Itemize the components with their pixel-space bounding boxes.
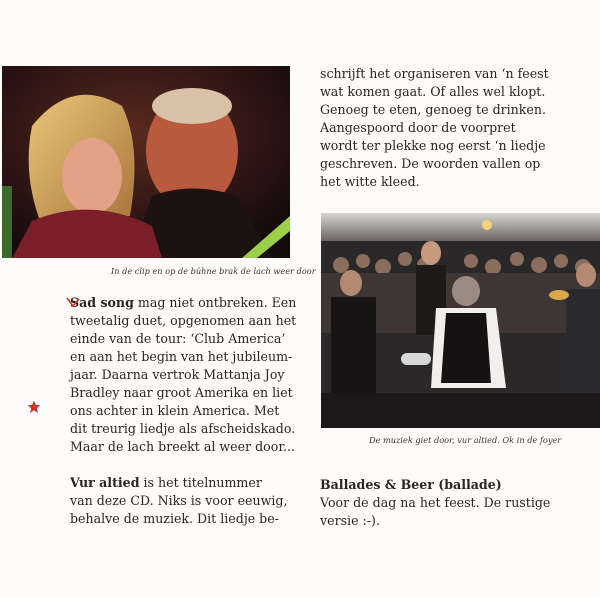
paragraph-line: Genoeg te eten, genoeg te drinken. [320,102,546,117]
photo-band-illustration [321,213,600,428]
paragraph-line: Maar de lach breekt al weer door... [70,439,295,454]
song-title-vur-altied: Vur altied [70,475,140,490]
paragraph-line [70,294,300,312]
paragraph-line: van deze CD. Niks is voor eeuwig, [70,493,288,508]
paragraph-line: behalve de muziek. Dit liedje be- [70,511,279,526]
photo-caption-right: De muziek giet door, vur altied. Ok in de foyer [369,435,562,445]
song-title-ballades-beer [320,476,582,494]
paragraph-line [70,474,300,492]
paragraph-line: Aangespoord door de voorpret [320,120,516,135]
paragraph-line: dit treurig liedje als afscheidskado. [70,421,296,436]
paragraph-line: wat komen gaat. Of alles wel klopt. [320,84,546,99]
paragraph-line: schrijft het organiseren van ‘n feest [320,66,549,81]
paragraph-sad-song [70,294,300,456]
red-tick-mark-icon [66,296,80,308]
paragraph-line: jaar. Daarna vertrok Mattanja Joy [70,367,285,382]
paragraph-line: Voor de dag na het feest. De rustige [320,495,551,510]
photo-duo-on-stage [2,66,290,258]
paragraph-line: en aan het begin van het jubileum- [70,349,293,364]
paragraph-continuation [320,65,582,191]
song-title-sad-song: Sad song [70,295,134,310]
paragraph-line: ons achter in klein America. Met [70,403,280,418]
paragraph-ballades-beer [320,476,582,530]
photo-band-in-foyer [321,213,600,428]
star-icon [27,400,41,414]
paragraph-line: wordt ter plekke nog eerst ‘n liedje [320,138,546,153]
heading-text: Ballades & Beer (ballade) [320,477,502,492]
line-text: mag niet ontbreken. Een [133,295,297,310]
photo-duo-illustration [2,66,290,258]
paragraph-line: versie :-). [320,513,380,528]
paragraph-line: het witte kleed. [320,174,420,189]
paragraph-line: einde van de tour: ‘Club America’ [70,331,286,346]
line-text: is het titelnummer [139,475,262,490]
paragraph-line: geschreven. De woorden vallen op [320,156,541,171]
paragraph-vur-altied [70,474,300,528]
paragraph-line: Bradley naar groot Amerika en liet [70,385,293,400]
paragraph-line: tweetalig duet, opgenomen aan het [70,313,297,328]
photo-caption-left: In de clip en op de bühne brak de lach weer door [111,266,316,276]
